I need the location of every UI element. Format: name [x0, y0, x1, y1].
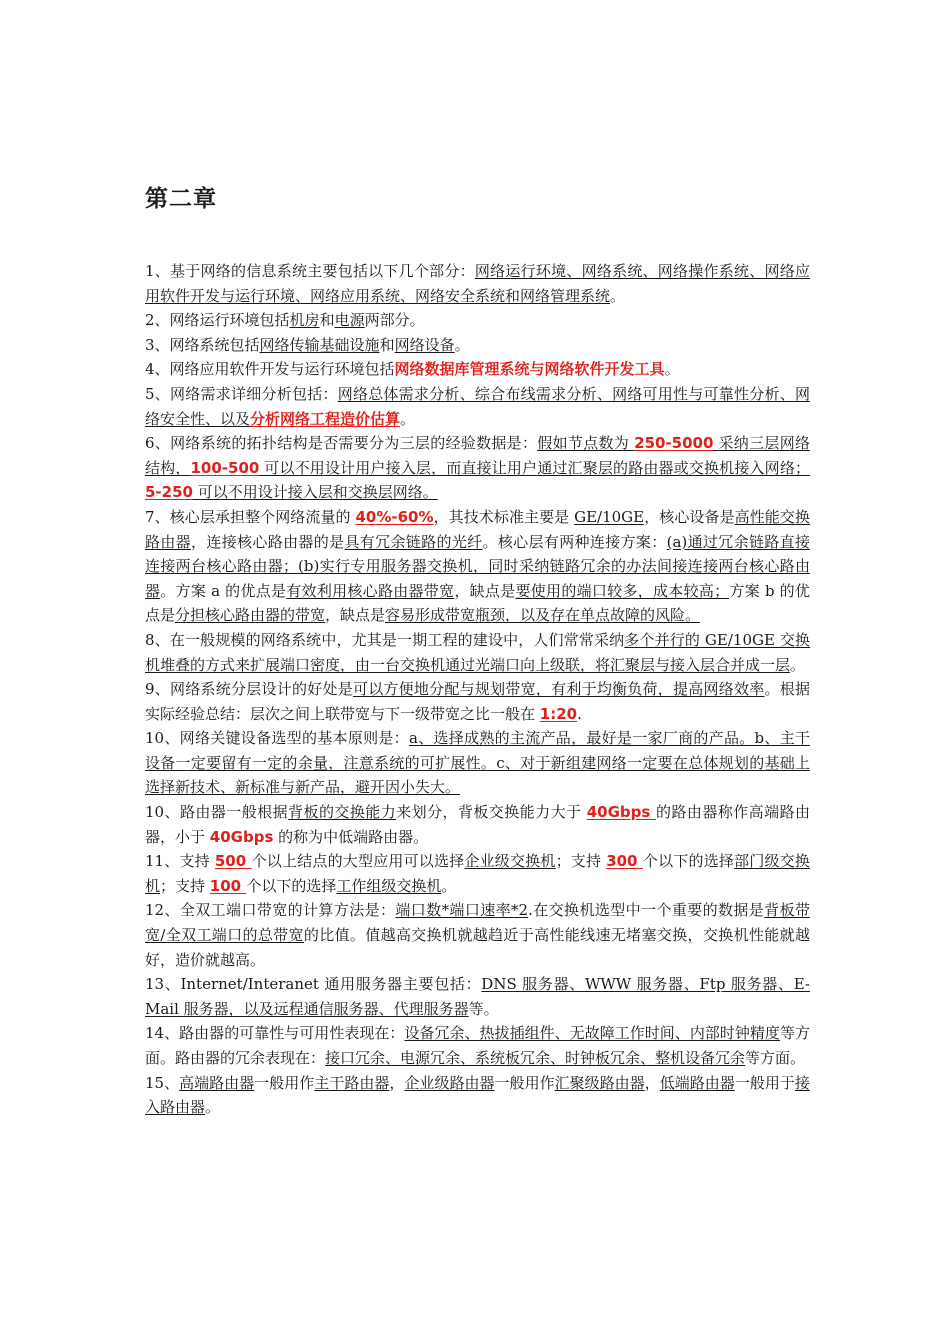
paragraph-text: 个以下的选择 — [246, 876, 337, 895]
paragraph-item — [145, 677, 810, 726]
paragraph-text: 13、Internet/Interanet 通用服务器主要包括： — [145, 975, 482, 994]
paragraph-text: 个以下的选择 — [642, 852, 735, 871]
underlined-text: 接入路由器 — [145, 1073, 810, 1117]
paragraph-text: 。 — [454, 335, 470, 354]
highlighted-text: 40Gbps — [209, 827, 274, 846]
paragraph-text: 一般用作 — [254, 1073, 315, 1092]
underlined-text: 部门级交换机 — [145, 852, 810, 895]
paragraph-text: 9、网络系统分层设计的好处是 — [145, 680, 353, 699]
underlined-text: 可以方便地分配与规划带宽，有利于均衡负荷，提高网络效率 — [352, 680, 765, 699]
paragraph-text: 10、网络关键设备选型的基本原则是： — [145, 729, 409, 748]
paragraph-text: 。 — [610, 286, 626, 305]
paragraph-text: ， — [389, 1073, 405, 1092]
paragraph-text: 4、网络应用软件开发与运行环境包括 — [145, 360, 395, 379]
paragraph-text: .在交换机选型中一个重要的数据是 — [528, 901, 765, 920]
highlighted-underlined-text: 5-250 — [145, 483, 193, 502]
underlined-text: 网络设备 — [394, 335, 455, 354]
paragraph-text: 。根据实际经验总结：层次之间上联带宽与下一级带宽之比一般在 — [145, 680, 810, 723]
underlined-text: 采纳三层网络结构， — [145, 434, 810, 477]
highlighted-underlined-text: 500 — [214, 852, 252, 871]
paragraph-item — [145, 357, 810, 382]
paragraph-text: 。 — [205, 1098, 221, 1117]
underlined-text: 背板带宽/全双工端口的总带宽 — [145, 901, 810, 945]
paragraph-text: ，缺点是 — [325, 606, 386, 625]
paragraph-item — [145, 1021, 810, 1070]
underlined-text: 工作组级交换机 — [336, 876, 442, 895]
paragraph-text: 和 — [319, 311, 335, 330]
paragraph-item — [145, 726, 810, 800]
paragraph-text: 和 — [379, 335, 395, 354]
paragraph-item — [145, 628, 810, 677]
underlined-text: 具有冗余链路的光纤 — [344, 532, 483, 551]
paragraph-text: 2、网络运行环境包括 — [145, 311, 290, 330]
underlined-text: 高性能交换路由器 — [145, 507, 810, 551]
paragraph-text: 10、路由器一般根据 — [145, 803, 289, 822]
paragraph-text: 。 — [664, 360, 680, 379]
underlined-text: 可以不用设计用户接入层，而直接让用户通过汇聚层的路由器或交换机接入网络； — [259, 458, 810, 477]
underlined-text: 主干路由器 — [314, 1073, 390, 1092]
paragraph-text: ，核心设备是 — [644, 507, 735, 526]
paragraph-item — [145, 1071, 810, 1120]
highlighted-underlined-text: 分析网络工程造价估算 — [250, 409, 401, 428]
paragraph-text: 一般用作 — [494, 1073, 555, 1092]
paragraph-text: 两部分。 — [364, 311, 425, 330]
underlined-text: 有效利用核心路由器带宽 — [286, 581, 455, 600]
paragraph-text: 一般用于 — [734, 1073, 795, 1092]
highlighted-underlined-text: 40%-60% — [355, 507, 434, 526]
underlined-text: 高端路由器 — [179, 1073, 255, 1092]
paragraph-text: 6、网络系统的拓扑结构是否需要分为三层的经验数据是： — [145, 434, 538, 453]
paragraph-text: 来划分，背板交换能力大于 — [396, 803, 587, 822]
paragraph-text: ， — [644, 1073, 660, 1092]
paragraph-text: 。 — [400, 409, 416, 428]
paragraph-text: 12、全双工端口带宽的计算方法是： — [145, 901, 396, 920]
paragraph-text: 等方面。 — [745, 1049, 806, 1067]
highlighted-underlined-text: 100-500 — [190, 458, 260, 477]
paragraph-item — [145, 333, 810, 358]
paragraph-item — [145, 505, 810, 628]
underlined-text: 网络总体需求分析、综合布线需求分析、网络可用性与可靠性分析、网络安全性、以及 — [145, 384, 810, 428]
paragraph-text: 。 — [441, 876, 457, 895]
highlighted-underlined-text: 40Gbps — [586, 803, 656, 822]
paragraph-text: ，缺点是 — [454, 581, 516, 600]
underlined-text: 端口数*端口速率*2 — [395, 901, 529, 920]
underlined-text: 容易形成带宽瓶颈，以及存在单点故障的风险。 — [385, 606, 701, 625]
underlined-text: 企业级交换机 — [464, 852, 556, 871]
paragraph-text: . — [577, 704, 582, 723]
paragraph-text: 方案 b 的优点是 — [145, 581, 810, 625]
paragraph-text: ，其技术标准主要是 — [433, 507, 575, 526]
paragraph-text: ；支持 — [160, 876, 210, 895]
underlined-text: GE/10GE — [574, 507, 645, 526]
underlined-text: 机房 — [289, 311, 320, 330]
highlighted-underlined-text: 1:20 — [539, 704, 578, 723]
paragraph-text: 等。 — [468, 999, 499, 1018]
paragraph-text: 个以上结点的大型应用可以选择 — [251, 852, 465, 871]
paragraph-text: 14、路由器的可靠性与可用性表现在： — [145, 1024, 405, 1043]
paragraph-text: 1、基于网络的信息系统主要包括以下几个部分： — [145, 262, 475, 280]
paragraph-text: 8、在一般规模的网络系统中，尤其是一期工程的建设中，人们常常采纳 — [145, 630, 625, 649]
highlighted-underlined-text: 250-5000 — [634, 434, 714, 453]
underlined-text: 接口冗余、电源冗余、系统板冗余、时钟板冗余、整机设备冗余 — [325, 1049, 746, 1067]
document-body — [145, 259, 810, 1120]
paragraph-item — [145, 431, 810, 505]
underlined-text: (a)通过冗余链路直接连接两台核心路由器；(b)实行专用服务器交换机，同时采纳链路冗余的办法间接连接两台核心路由器 — [145, 532, 810, 600]
paragraph-item — [145, 800, 810, 849]
paragraph-item — [145, 382, 810, 431]
underlined-text: 网络传输基础设施 — [259, 335, 380, 354]
paragraph-item — [145, 849, 810, 898]
underlined-text: 电源 — [334, 311, 365, 330]
underlined-text: 低端路由器 — [659, 1073, 735, 1092]
paragraph-text: 的比值。值越高交换机就越趋近于高性能线速无堵塞交换，交换机性能就越好，造价就越高。 — [145, 926, 810, 969]
paragraph-text: 3、网络系统包括 — [145, 335, 260, 354]
paragraph-text: ；支持 — [555, 852, 607, 871]
paragraph-text: 。核心层有两种连接方案： — [482, 532, 667, 551]
chapter-title: 第二章 — [145, 186, 217, 212]
paragraph-item — [145, 898, 810, 972]
paragraph-item — [145, 259, 810, 308]
underlined-text: 背板的交换能力 — [288, 803, 397, 822]
underlined-text: 企业级路由器 — [404, 1073, 495, 1092]
highlighted-underlined-text: 100 — [209, 876, 247, 895]
underlined-text: 汇聚级路由器 — [554, 1073, 645, 1092]
underlined-text: 分担核心路由器的带宽 — [175, 606, 326, 625]
paragraph-text: 等方面。路由器的冗余表现在： — [145, 1024, 810, 1067]
paragraph-text: 11、支持 — [145, 852, 215, 871]
paragraph-item — [145, 972, 810, 1021]
paragraph-text: 。 — [790, 655, 806, 674]
highlighted-underlined-text: 300 — [606, 852, 643, 871]
paragraph-text: ，连接核心路由器的是 — [191, 532, 345, 551]
underlined-text: 假如节点数为 — [537, 434, 635, 453]
underlined-text: 可以不用设计接入层和交换层网络。 — [192, 483, 438, 502]
paragraph-text: 。方案 a 的优点是 — [160, 581, 287, 600]
underlined-text: 网络运行环境、网络系统、网络操作系统、网络应用软件开发与运行环境、网络应用系统、网络安全系统和网络管理系统 — [145, 262, 810, 305]
paragraph-text: 的称为中低端路由器。 — [273, 827, 429, 846]
paragraph-text: 15、 — [145, 1073, 180, 1092]
paragraph-text: 的路由器称作高端路由器，小于 — [145, 803, 810, 846]
paragraph-text: 5、网络需求详细分析包括： — [145, 384, 338, 403]
highlighted-text: 网络数据库管理系统与网络软件开发工具 — [394, 360, 665, 379]
underlined-text: 要使用的端口较多，成本较高； — [515, 581, 730, 600]
paragraph-item — [145, 308, 810, 333]
paragraph-text: 7、核心层承担整个网络流量的 — [145, 507, 356, 526]
underlined-text: DNS 服务器、WWW 服务器、Ftp 服务器、E-Mail 服务器，以及远程通信服务器、代理服务器 — [145, 975, 810, 1018]
underlined-text: 设备冗余、热拔插组件、无故障工作时间、内部时钟精度 — [404, 1024, 780, 1043]
underlined-text: 多个并行的 GE/10GE 交换机堆叠的方式来扩展端口密度，由一台交换机通过光端口向上级联，将汇聚层与接入层合并成一层 — [145, 630, 811, 674]
underlined-text: a、选择成熟的主流产品，最好是一家厂商的产品。b、主干设备一定要留有一定的余量，注意系统的可扩展性。c、对于新组建网络一定要在总体规划的基础上选择新技术、新标准与新产品，避开因小失大。 — [145, 729, 810, 797]
